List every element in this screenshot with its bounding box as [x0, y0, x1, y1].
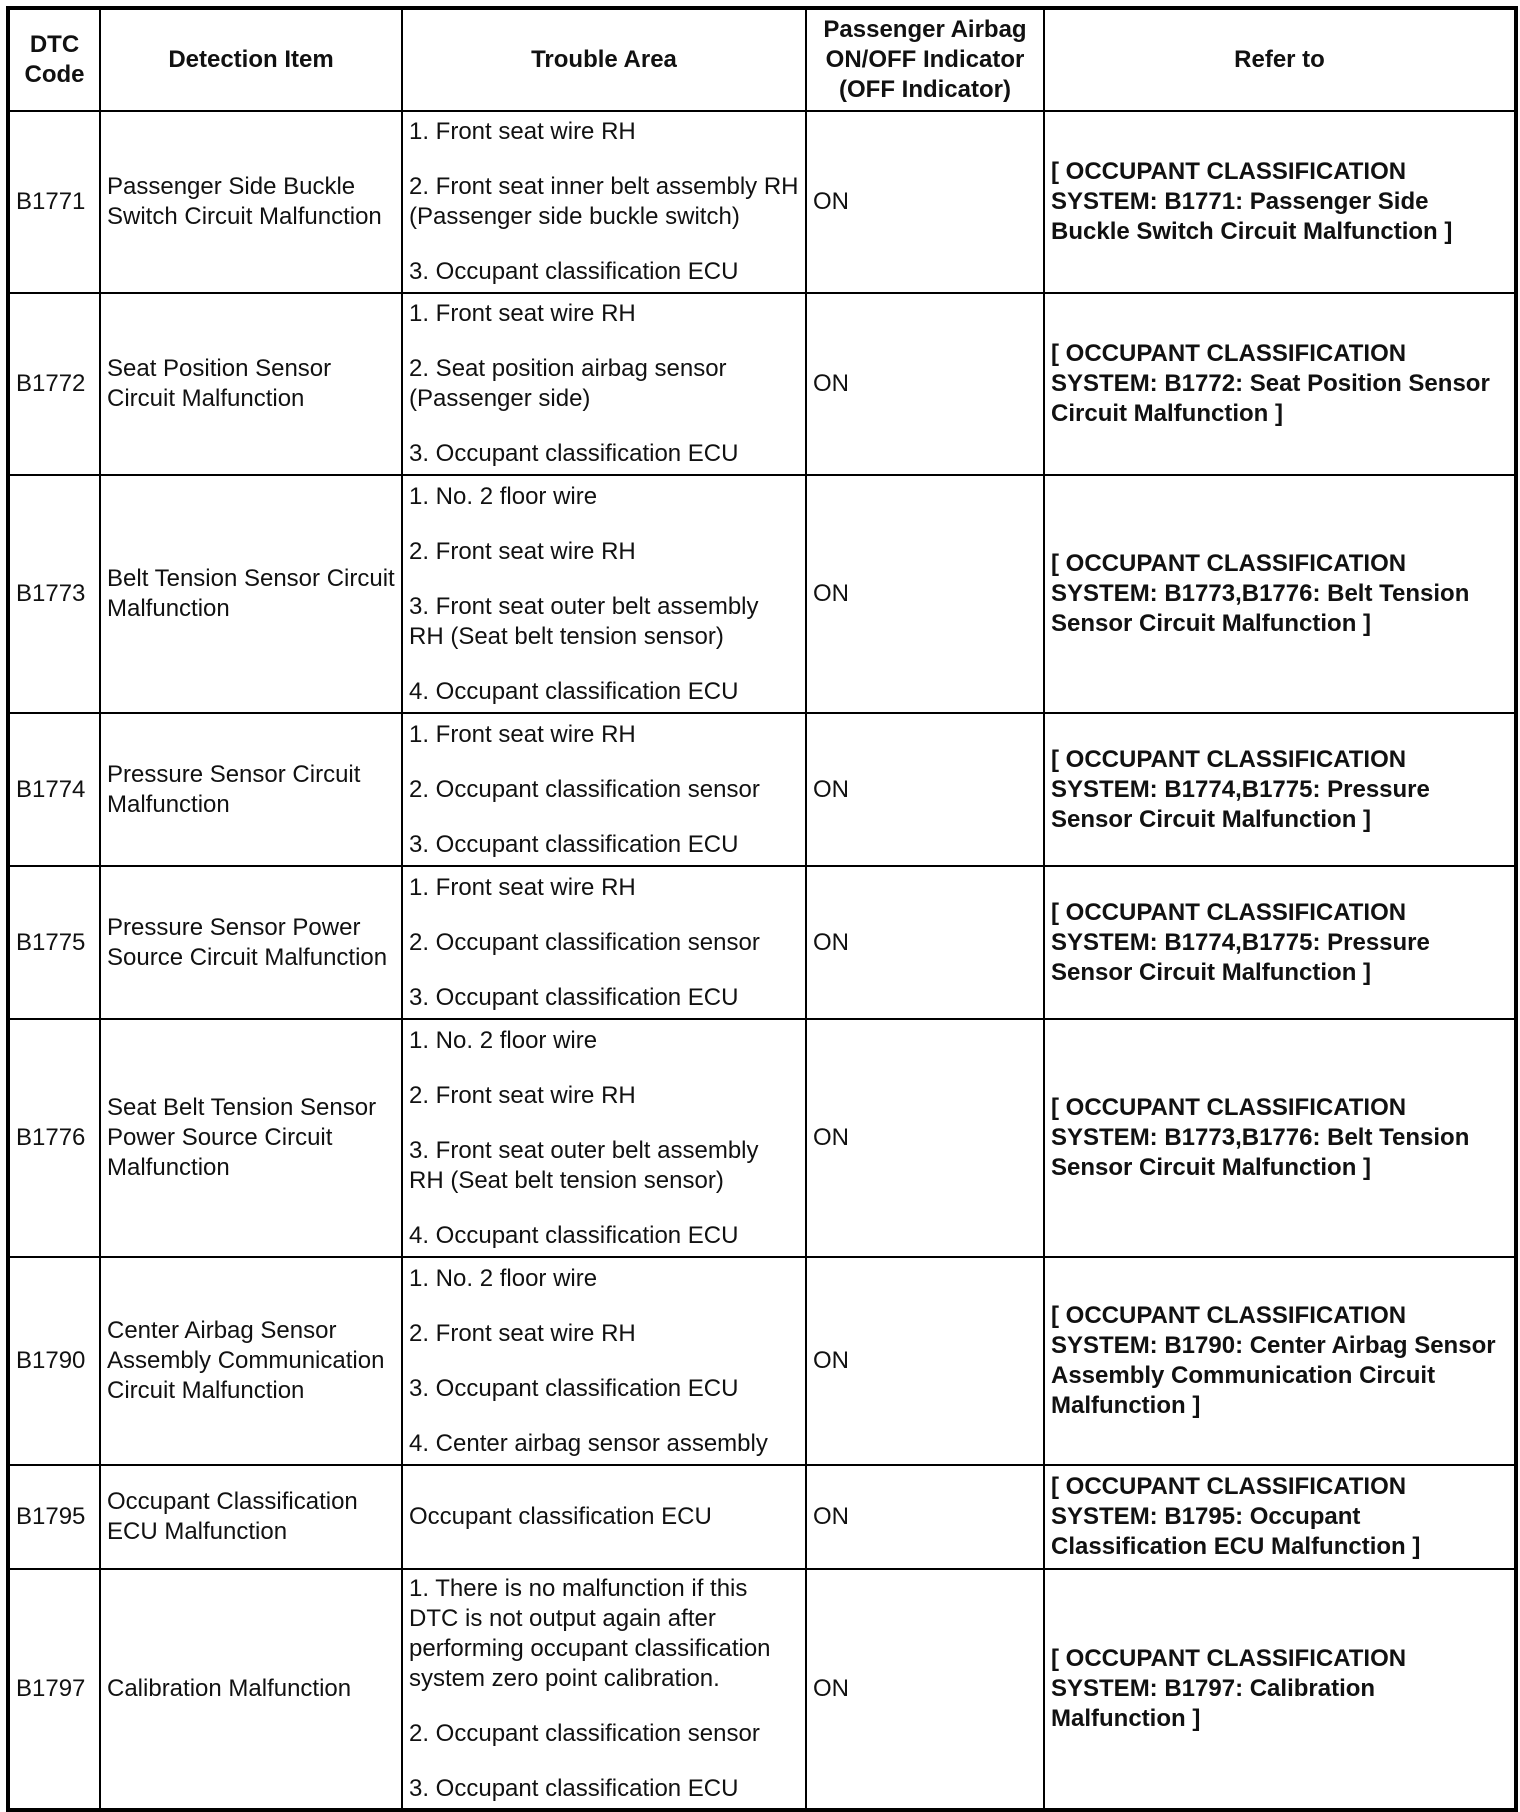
trouble-area-item: 1. Front seat wire RH — [409, 300, 636, 327]
trouble-area-item: 3. Occupant classification ECU — [409, 440, 739, 467]
table-row — [8, 1569, 1516, 1810]
trouble-area-item: 3. Occupant classification ECU — [409, 830, 739, 858]
indicator-status: ON — [806, 1019, 1044, 1257]
dtc-code: B1795 — [8, 1465, 100, 1569]
trouble-area — [402, 1257, 806, 1465]
header-trouble-area: Trouble Area — [402, 8, 806, 111]
trouble-area-item: 3. Occupant classification ECU — [409, 983, 739, 1011]
dtc-code: B1776 — [8, 1019, 100, 1257]
dtc-code: B1771 — [8, 111, 100, 293]
indicator-status: ON — [806, 1257, 1044, 1465]
indicator-status: ON — [806, 111, 1044, 293]
refer-to-link[interactable]: [ OCCUPANT CLASSIFICATION SYSTEM: B1774,B1775: Pressure Sensor Circuit Malfunction ] — [1044, 713, 1516, 866]
trouble-area-item: 3. Occupant classification ECU — [409, 1374, 739, 1402]
refer-to-link[interactable]: [ OCCUPANT CLASSIFICATION SYSTEM: B1773,B1776: Belt Tension Sensor Circuit Malfunction ] — [1044, 1019, 1516, 1257]
dtc-code: B1790 — [8, 1257, 100, 1465]
refer-to-link[interactable]: [ OCCUPANT CLASSIFICATION SYSTEM: B1771: Passenger Side Buckle Switch Circuit Malfunction ] — [1044, 111, 1516, 293]
detection-item: Pressure Sensor Circuit Malfunction — [100, 713, 402, 866]
detection-item: Occupant Classification ECU Malfunction — [100, 1465, 402, 1569]
trouble-area-item: 1. No. 2 floor wire — [409, 482, 598, 510]
trouble-area-item: 3. Front seat outer belt assembly RH (Seat belt tension sensor) — [409, 1136, 759, 1194]
table-row — [8, 1257, 1516, 1465]
trouble-area — [402, 866, 806, 1019]
trouble-area-item: 2. Front seat wire RH — [409, 537, 636, 565]
trouble-area-item: 2. Front seat inner belt assembly RH (Passenger side buckle switch) — [409, 173, 799, 230]
trouble-area-item: 3. Occupant classification ECU — [409, 258, 739, 285]
trouble-area — [402, 1569, 806, 1810]
trouble-area-item: 3. Occupant classification ECU — [409, 1775, 739, 1802]
trouble-area — [402, 475, 806, 713]
detection-item: Belt Tension Sensor Circuit Malfunction — [100, 475, 402, 713]
trouble-area-item: 1. There is no malfunction if this DTC is not output again after performing occupant classification system zero point calibration. — [409, 1575, 771, 1692]
trouble-area — [402, 713, 806, 866]
table-row — [8, 475, 1516, 713]
trouble-area — [402, 111, 806, 293]
detection-item: Seat Position Sensor Circuit Malfunction — [100, 293, 402, 475]
trouble-area-item: 2. Occupant classification sensor — [409, 1720, 760, 1747]
trouble-area-item: 2. Seat position airbag sensor (Passenger side) — [409, 355, 727, 412]
trouble-area-item: Occupant classification ECU — [409, 1503, 712, 1530]
header-detection-item: Detection Item — [100, 8, 402, 111]
trouble-area-item: 2. Front seat wire RH — [409, 1319, 636, 1347]
trouble-area-item: 1. Front seat wire RH — [409, 118, 636, 145]
table-row — [8, 111, 1516, 293]
trouble-area-item: 2. Occupant classification sensor — [409, 775, 760, 803]
detection-item: Center Airbag Sensor Assembly Communication Circuit Malfunction — [100, 1257, 402, 1465]
table-row — [8, 293, 1516, 475]
refer-to-link[interactable]: [ OCCUPANT CLASSIFICATION SYSTEM: B1797: Calibration Malfunction ] — [1044, 1569, 1516, 1810]
trouble-area-item: 2. Front seat wire RH — [409, 1081, 636, 1109]
detection-item: Pressure Sensor Power Source Circuit Malfunction — [100, 866, 402, 1019]
dtc-code: B1775 — [8, 866, 100, 1019]
detection-item: Passenger Side Buckle Switch Circuit Malfunction — [100, 111, 402, 293]
header-row — [8, 8, 1516, 111]
table-row — [8, 866, 1516, 1019]
refer-to-link[interactable]: [ OCCUPANT CLASSIFICATION SYSTEM: B1774,B1775: Pressure Sensor Circuit Malfunction ] — [1044, 866, 1516, 1019]
table-row — [8, 1465, 1516, 1569]
header-dtc-code: DTC Code — [8, 8, 100, 111]
detection-item: Seat Belt Tension Sensor Power Source Circuit Malfunction — [100, 1019, 402, 1257]
header-refer-to: Refer to — [1044, 8, 1516, 111]
trouble-area — [402, 293, 806, 475]
trouble-area-item: 1. Front seat wire RH — [409, 720, 636, 748]
dtc-table — [6, 6, 1518, 1812]
trouble-area-item: 2. Occupant classification sensor — [409, 928, 760, 956]
indicator-status: ON — [806, 713, 1044, 866]
dtc-table-sheet — [6, 6, 1514, 1806]
indicator-status: ON — [806, 293, 1044, 475]
indicator-status: ON — [806, 475, 1044, 713]
trouble-area-item: 4. Center airbag sensor assembly — [409, 1429, 768, 1457]
trouble-area-item: 3. Front seat outer belt assembly RH (Seat belt tension sensor) — [409, 592, 759, 650]
dtc-code: B1772 — [8, 293, 100, 475]
trouble-area-item: 4. Occupant classification ECU — [409, 677, 739, 705]
refer-to-link[interactable]: [ OCCUPANT CLASSIFICATION SYSTEM: B1790: Center Airbag Sensor Assembly Communication Circuit Malfunction ] — [1044, 1257, 1516, 1465]
indicator-status: ON — [806, 1569, 1044, 1810]
trouble-area-item: 1. No. 2 floor wire — [409, 1264, 598, 1292]
refer-to-link[interactable]: [ OCCUPANT CLASSIFICATION SYSTEM: B1795: Occupant Classification ECU Malfunction ] — [1044, 1465, 1516, 1569]
trouble-area — [402, 1019, 806, 1257]
dtc-code: B1797 — [8, 1569, 100, 1810]
refer-to-link[interactable]: [ OCCUPANT CLASSIFICATION SYSTEM: B1772: Seat Position Sensor Circuit Malfunction ] — [1044, 293, 1516, 475]
table-row — [8, 713, 1516, 866]
indicator-status: ON — [806, 1465, 1044, 1569]
refer-to-link[interactable]: [ OCCUPANT CLASSIFICATION SYSTEM: B1773,B1776: Belt Tension Sensor Circuit Malfunction ] — [1044, 475, 1516, 713]
dtc-code: B1774 — [8, 713, 100, 866]
dtc-code: B1773 — [8, 475, 100, 713]
trouble-area-item: 1. Front seat wire RH — [409, 873, 636, 901]
table-row — [8, 1019, 1516, 1257]
trouble-area — [402, 1465, 806, 1569]
trouble-area-item: 1. No. 2 floor wire — [409, 1026, 598, 1054]
trouble-area-item: 4. Occupant classification ECU — [409, 1221, 739, 1249]
detection-item: Calibration Malfunction — [100, 1569, 402, 1810]
indicator-status: ON — [806, 866, 1044, 1019]
header-indicator: Passenger Airbag ON/OFF Indicator (OFF Indicator) — [806, 8, 1044, 111]
